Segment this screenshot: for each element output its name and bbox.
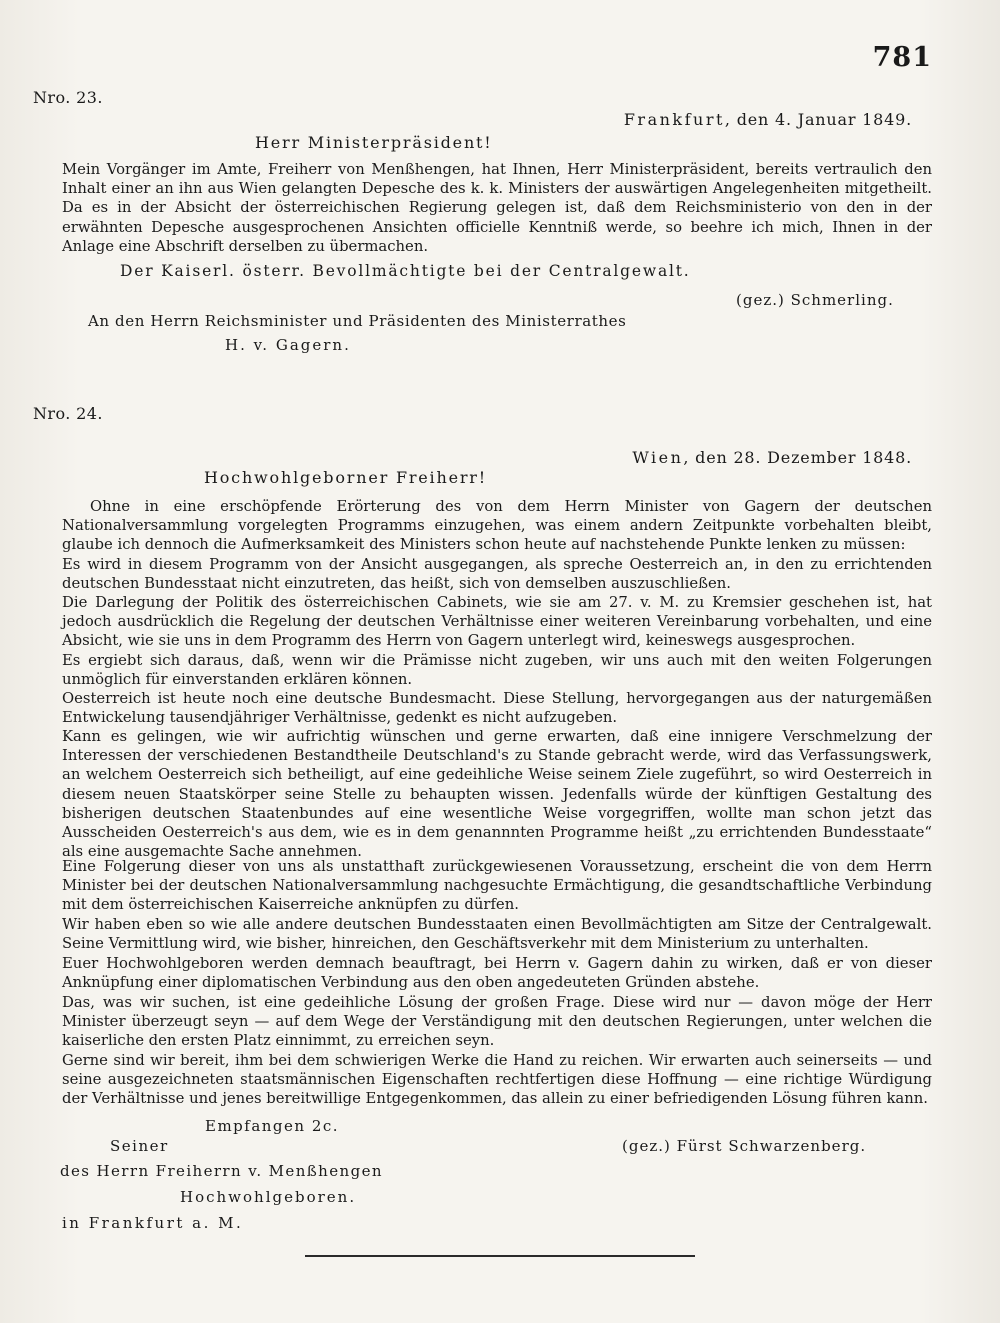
salutation-24: Hochwohlgeborner Freiherr! [204,468,487,487]
paragraph-24-1: Ohne in eine erschöpfende Erörterung des von dem Herrn Minister von Gagern der deutschen Nationalversammlung vorgelegten Programms einzugehen, was einem andern Zeitpunkte vorbehalten bleibt, glaube ich dennoch die Aufmerksamkeit des Ministers schon heute auf nachstehende Punkte lenken zu müssen: [62,498,932,554]
paragraph-24-4: Es ergiebt sich daraus, daß, wenn wir die Prämisse nicht zugeben, wir uns auch mit den weiten Folgerungen unmöglich für einverstanden erklären können. [62,652,932,689]
addressee-24-line2: des Herrn Freiherrn v. Menßhengen [60,1162,383,1180]
closing-23: Der Kaiserl. österr. Bevollmächtigte bei der Centralgewalt. [120,262,691,280]
salutation-23: Herr Ministerpräsident! [255,133,493,152]
place-24: Wien [632,448,684,467]
addressee-24-line3: Hochwohlgeboren. [180,1188,357,1206]
addressee-23-line1: An den Herrn Reichsminister und Präsidenten des Ministerrathes [88,312,627,330]
paragraph-24-11: Gerne sind wir bereit, ihm bei dem schwierigen Werke die Hand zu reichen. Wir erwarten auch seinerseits — und seine ausgezeichneten staatsmännischen Eigenschaften rechtfertigen diese Hoffnung — eine richtige Würdigung der Verhältnisse und jenes bereitwillige Entgegenkommen, das allein zu einer befriedigenden Lösung führen kann. [62,1052,932,1108]
date-24: , den 28. Dezember 1848. [683,448,912,467]
paragraph-24-6: Kann es gelingen, wie wir aufrichtig wünschen und gerne erwarten, daß eine innigere Verschmelzung der Interessen der verschiedenen Bestandtheile Deutschland's zu Stande gebracht werde, wird das Verfassungswerk, an welchem Oesterreich sich betheiligt, auf eine gedeihliche Weise seinem Ziele zugeführt, so wird Oesterreich in diesem neuen Staatskörper seine Stelle zu behaupten wissen. Jedenfalls würde der künftigen Gestaltung des bisherigen deutschen Staatenbundes auf eine wesentliche Weise vorgegriffen, wollte man schon jetzt das Ausscheiden Oesterreich's aus dem, wie es in dem genannnten Programme heißt „zu errichtenden Bundesstaate“ als eine ausgemachte Sache annehmen. [62,728,932,861]
paragraph-24-3: Die Darlegung der Politik des österreichischen Cabinets, wie sie am 27. v. M. zu Kremsier geschehen ist, hat jedoch ausdrücklich die Regelung der deutschen Verhältnisse einer weiteren Vereinbarung vorbehalten, und eine Absicht, wie sie uns in dem Programm des Herrn von Gagern unterlegt wird, keineswegs ausgesprochen. [62,594,932,650]
paragraph-24-8: Wir haben eben so wie alle andere deutschen Bundesstaaten einen Bevollmächtigten am Sitze der Centralgewalt. Seine Vermittlung wird, wie bisher, hinreichen, den Geschäftsverkehr mit dem Ministerium zu unterhalten. [62,916,932,953]
closing-24: Empfangen 2c. [205,1117,340,1135]
place-date-24 [632,448,912,467]
addressee-23-line2: H. v. Gagern. [225,336,351,354]
paragraph-24-10: Das, was wir suchen, ist eine gedeihliche Lösung der großen Frage. Diese wird nur — davon möge der Herr Minister überzeugt seyn — auf dem Wege der Verständigung mit den deutschen Regierungen, unter welchen die kaiserliche den ersten Platz einnimmt, zu erreichen seyn. [62,994,932,1050]
place-date-23 [624,110,912,129]
paragraph-24-5: Oesterreich ist heute noch eine deutsche Bundesmacht. Diese Stellung, hervorgegangen aus der naturgemäßen Entwickelung tausendjähriger Verhältnisse, gedenkt es nicht aufzugeben. [62,690,932,727]
addressee-24-line1: Seiner [110,1137,169,1155]
document-number-23: Nro. 23. [33,88,103,107]
body-paragraph-23: Mein Vorgänger im Amte, Freiherr von Menßhengen, hat Ihnen, Herr Ministerpräsident, bereits vertraulich den Inhalt einer an ihn aus Wien gelangten Depesche des k. k. Ministers der auswärtigen Angelegenheiten mitgetheilt. Da es in der Absicht der österreichischen Regierung gelegen ist, daß dem Reichsministerio von den in der erwähnten Depesche ausgesprochenen Ansichten officielle Kenntniß werde, so beehre ich mich, Ihnen in der Anlage eine Abschrift derselben zu übermachen. [62,161,932,255]
signature-23: (gez.) Schmerling. [736,291,894,309]
date-23: , den 4. Januar 1849. [724,110,912,129]
addressee-24-line4-text: in Frankfurt a. M. [62,1214,244,1232]
addressee-24-line4 [62,1214,243,1232]
place-23: Frankfurt [623,110,725,129]
paragraph-24-7: Eine Folgerung dieser von uns als unstatthaft zurückgewiesenen Voraussetzung, erscheint die von dem Herrn Minister bei der deutschen Nationalversammlung nachgesuchte Ermächtigung, die gesandtschaftliche Verbindung mit dem österreichischen Kaiserreiche anknüpfen zu dürfen. [62,858,932,914]
document-number-24: Nro. 24. [33,404,103,423]
page-number: 781 [872,42,932,73]
signature-24: (gez.) Fürst Schwarzenberg. [622,1137,867,1155]
paragraph-24-9: Euer Hochwohlgeboren werden demnach beauftragt, bei Herrn v. Gagern dahin zu wirken, daß er von dieser Anknüpfung einer diplomatischen Verbindung aus den oben angedeuteten Gründen abstehe. [62,955,932,992]
paragraph-24-2: Es wird in diesem Programm von der Ansicht ausgegangen, als spreche Oesterreich an, in den zu errichtenden deutschen Bundesstaat nicht einzutreten, das heißt, sich von demselben auszuschließen. [62,556,932,593]
bottom-rule [305,1255,695,1257]
